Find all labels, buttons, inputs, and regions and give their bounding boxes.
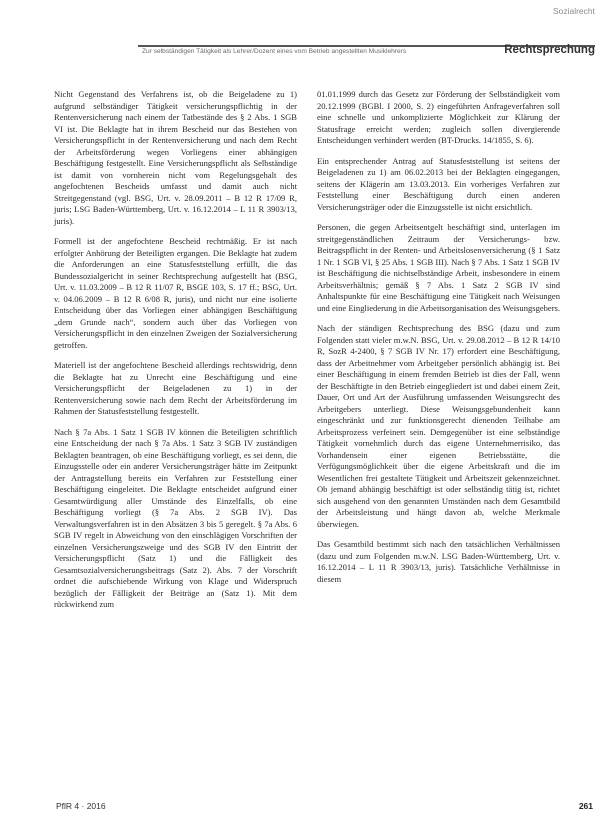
paragraph: Nach § 7a Abs. 1 Satz 1 SGB IV können die Beteiligten schriftlich eine Entscheidung der nach § 7a Abs. 1 Satz 3 SGB IV zuständigen Beklagten beantragen, ob eine Beschäftigung vorliegt, es sei denn, die Einzugsstelle oder ein anderer Versicherungsträger hätte im Zeitpunkt der Antragstellung bereits ein Verfahren zur Feststellung einer Beschäftigung eingeleitet. Die Beklagte entscheidet aufgrund einer Gesamtwürdigung aller Umstände des Einzelfalls, ob eine Beschäftigung vorliegt (§ 7a Abs. 2 SGB IV). Das Verwaltungsverfahren ist in den Absätzen 3 bis 5 geregelt. § 7a Abs. 6 SGB IV regelt in Abweichung von den einschlägigen Vorschriften der einzelnen Versicherungszweige und des SGB IV den Eintritt der Versicherungspflicht (Satz 1) und die Fälligkeit des Gesamtsozialversicherungsbeitrags (Satz 2). Abs. 7 der Vorschrift ordnet die aufschiebende Wirkung von Klage und Widerspruch bezüglich der Fälligkeit der Beiträge an (Satz 1). Mit dem rückwirkend zum <box>54 426 297 609</box>
header-subtitle: Zur selbständigen Tätigkeit als Lehrer/Dozent eines vom Betrieb angestellten Musiklehrers <box>142 48 407 55</box>
header-title: Rechtsprechung <box>504 44 595 56</box>
page-header <box>0 0 607 60</box>
left-column <box>54 89 297 620</box>
paragraph: Ein entsprechender Antrag auf Statusfeststellung ist seitens der Beigeladenen zu 1) am 06.02.2013 bei der Beklagten eingegangen, seitens der Klägerin am 13.03.2013. Ein vorheriges Verfahren zur Feststellung einer Beschäftigung durch einen anderen Versicherungsträger oder die Einzugsstelle ist nicht ersichtlich. <box>317 155 560 212</box>
journal-issue: PflR 4 · 2016 <box>56 801 106 811</box>
paragraph: Nicht Gegenstand des Verfahrens ist, ob die Beigeladene zu 1) aufgrund selbständiger Tätigkeit versicherungspflichtig in der Rentenversicherung nach einem der Tatbestände des § 2 Abs. 1 SGB VI ist. Die Beklagte hat in ihrem Bescheid nur das Bestehen von Versicherungspflicht in der Rentenversicherung und nach dem Recht der Arbeitsförderung wegen Vorliegens einer abhängigen Beschäftigung festgestellt. Eine Versicherungspflicht als Selbständige ist damit von vornherein nicht vom Regelungsgehalt des angefochtenen Bescheids umfasst und damit auch nicht Streitgegenstand (vgl. BSG, Urt. v. 28.09.2011 – B 12 R 17/09 R, juris; LSG Baden-Württemberg, Urt. v. 16.12.2014 – L 11 R 3903/13, juris). <box>54 89 297 226</box>
paragraph: Das Gesamtbild bestimmt sich nach den tatsächlichen Verhältnissen (dazu und zum Folgenden m.w.N. LSG Baden-Württemberg, Urt. v. 16.12.2014 – L 11 R 3903/13, juris). Tatsächliche Verhältnisse in diesem <box>317 539 560 584</box>
paragraph: Formell ist der angefochtene Bescheid rechtmäßig. Er ist nach erfolgter Anhörung der Beteiligten ergangen. Die Beklagte hat zudem die Anforderungen an eine Statusfeststellung erfüllt, die das Bundessozialgericht in seiner Rechtsprechung aufgestellt hat (BSG, Urt. v. 11.03.2009 – B 12 R 11/07 R, BSGE 103, S. 17 ff.; BSG, Urt. v. 04.06.2009 – B 12 R 6/08 R, juris), und nicht nur eine isolierte Entscheidung über das Vorliegen einer abhängigen Beschäftigung „dem Grunde nach“, sondern auch über das Vorliegen von Versicherungspflicht in den einzelnen Zweigen der Sozialversicherung getroffen. <box>54 236 297 350</box>
page-number: 261 <box>578 801 593 811</box>
paragraph: Materiell ist der angefochtene Bescheid allerdings rechtswidrig, denn die Beklagte hat zu Unrecht eine Beschäftigung und eine Versicherungspflicht der Beigeladenen zu 1) in der Rentenversicherung sowie nach dem Recht der Arbeitsförderung im Rahmen der Statusfeststellung festgestellt. <box>54 360 297 416</box>
paragraph: Nach der ständigen Rechtsprechung des BSG (dazu und zum Folgenden statt vieler m.w.N. BSG, Urt. v. 29.08.2012 – B 12 R 14/10 R, SozR 4-2400, § 7 SGB IV Nr. 17) erfordert eine Beschäftigung, dass der Arbeitnehmer vom Arbeitgeber persönlich abhängig ist. Bei einer Beschäftigung in einem fremden Betrieb ist dies der Fall, wenn der Beschäftigte in den Betrieb eingegliedert ist und dabei einem Zeit, Dauer, Ort und Art der Ausführung umfassenden Weisungsrecht des Arbeitgebers unterliegt. Diese Weisungsgebundenheit kann eingeschränkt und zur funktionsgerecht dienenden Teilhabe am Arbeitsprozess verfeinert sein. Demgegenüber ist eine selbständige Tätigkeit vornehmlich durch das eigene Unternehmerrisiko, das Vorhandensein einer eigenen Betriebsstätte, die Verfügungsmöglichkeit über die eigene Arbeitskraft und die im Wesentlichen frei gestaltete Tätigkeit und Arbeitszeit gekennzeichnet. Ob jemand abhängig beschäftigt ist oder selbständig tätig ist, richtet sich ausgehend von den genannten Umständen nach dem Gesamtbild der Arbeitsleistung und hängt davon ab, welche Merkmale überwiegen. <box>317 323 560 529</box>
paragraph: 01.01.1999 durch das Gesetz zur Förderung der Selbständigkeit vom 20.12.1999 (BGBl. I 2000, S. 2) eingeführten Anfrageverfahren soll eine schnelle und unkomplizierte Möglichkeit zur Klärung der Statusfrage erreicht werden; zugleich sollen divergierende Entscheidungen verhindert werden (BT-Drucks. 14/1855, S. 6). <box>317 89 560 145</box>
right-column <box>317 89 560 594</box>
section-label: Sozialrecht <box>552 6 595 16</box>
paragraph: Personen, die gegen Arbeitsentgelt beschäftigt sind, unterlagen im streitgegenständlichen Zeitraum der Versicherungs- bzw. Beitragspflicht in der Renten- und Arbeitslosenversicherung (§ 1 Satz 1 Nr. 1 SGB VI, § 25 Abs. 1 SGB III). Nach § 7 Abs. 1 Satz 1 SGB IV ist Beschäftigung die nichtselbständige Arbeit, insbesondere in einem Arbeitsverhältnis; gemäß § 7 Abs. 1 Satz 2 SGB IV sind Anhaltspunkte für eine Beschäftigung eine Tätigkeit nach Weisungen und eine Eingliederung in die Arbeitsorganisation des Weisungsgebers. <box>317 222 561 313</box>
